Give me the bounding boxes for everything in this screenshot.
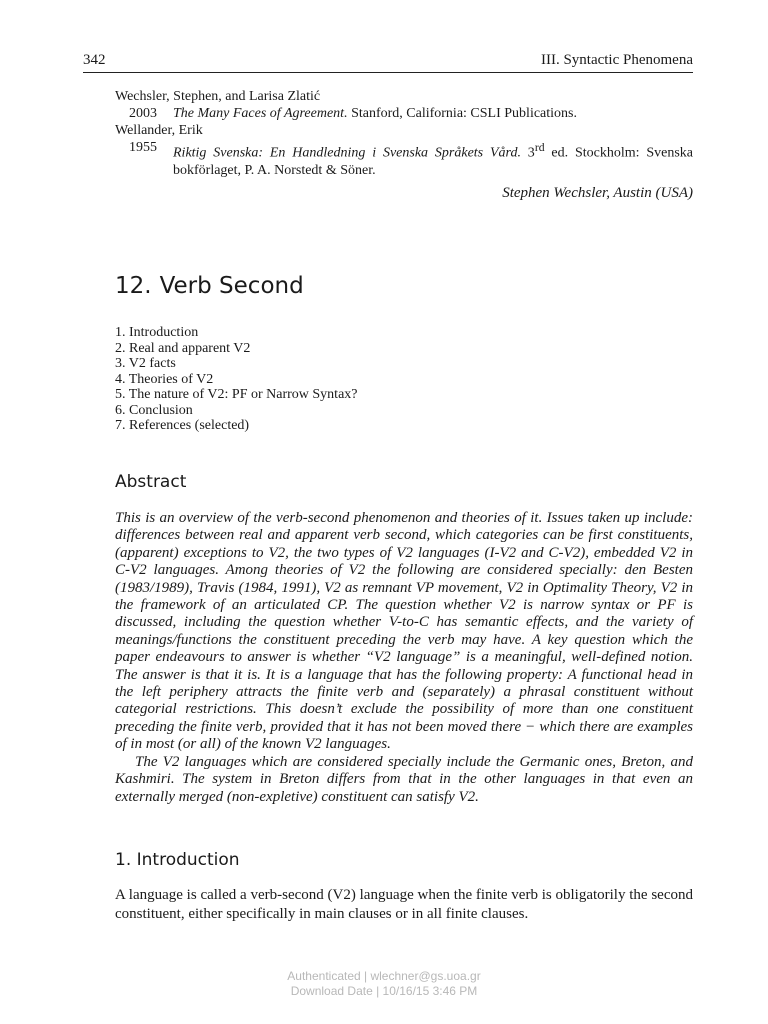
reference-publisher: ed. Stockholm: Svenska bokförlaget, P. A. Norstedt & Söner. (173, 145, 694, 178)
abstract-body (115, 510, 693, 806)
toc-item: 4. Theories of V2 (115, 371, 214, 387)
section-title: III. Syntactic Phenomena (540, 52, 693, 68)
abstract-heading: Abstract (115, 472, 187, 492)
toc-item: 6. Conclusion (115, 402, 193, 418)
toc-item: 1. Introduction (115, 325, 199, 340)
abstract-paragraph: The V2 languages which are considered specially include the Germanic ones, Breton, and Kashmiri. The system in Breton differs from that in the other languages in that even an externally merged (non-expletive) constituent can satisfy V2. (115, 753, 693, 805)
reference-year: 2003 (129, 106, 157, 121)
running-head (83, 52, 693, 73)
chapter-title (115, 273, 304, 299)
reference-title: Riktig Svenska: En Handledning i Svenska Språkets Vård. (173, 145, 521, 161)
table-of-contents (115, 325, 358, 434)
toc-item: 2. Real and apparent V2 (115, 340, 251, 356)
introduction-heading: 1. Introduction (115, 850, 240, 870)
reference-list (115, 88, 693, 179)
author-signature: Stephen Wechsler, Austin (USA) (502, 185, 693, 201)
introduction-paragraph: A language is called a verb-second (V2) language when the finite verb is obligatorily the second constituent, either specifically in main clauses or in all finite clauses. (115, 887, 693, 922)
reference-author: Wellander, Erik (115, 123, 203, 138)
toc-item: 3. V2 facts (115, 356, 176, 371)
chapter-name: Verb Second (159, 273, 304, 299)
watermark-authenticated: Authenticated | wlechner@gs.uoa.gr (287, 969, 481, 983)
reference-edition-suffix: rd (534, 141, 545, 154)
watermark-download-date: Download Date | 10/16/15 3:46 PM (290, 984, 478, 998)
toc-item: 5. The nature of V2: PF or Narrow Syntax? (115, 387, 358, 402)
reference-text (173, 105, 693, 122)
page-number: 342 (83, 52, 106, 68)
reference-text (173, 139, 693, 179)
chapter-number: 12. (115, 273, 152, 299)
reference-title: The Many Faces of Agreement. (173, 106, 348, 121)
reference-entry (115, 139, 693, 179)
abstract-paragraph: This is an overview of the verb-second phenomenon and theories of it. Issues taken up include: differences between real and apparent verb second, which categories can be first constituents, (apparent) exceptions to V2, the two types of V2 languages (I-V2 and C-V2), embedded V2 in C-V2 languages. Among theories of V2 the following are considered specially: den Besten (1983/1989), Travis (1984, 1991), V2 as remnant VP movement, V2 in Optimality Theory, V2 in the framework of an articulated CP. The question whether V2 is narrow syntax or PF is discussed, including the question whether V-to-C has semantic effects, and the variety of meanings/functions the constituent preceding the verb may have. A key question which the paper endeavours to answer is whether “V2 language” is a meaningful, well-defined notion. The answer is that it is. It is a language that has the following property: A functional head in the left periphery attracts the finite verb and (separately) a phrasal constituent without categorial restrictions. This doesn’t exclude the possibility of more than one constituent preceding the finite verb, provided that it has not been moved there − which there are examples of in most (or all) of the known V2 languages. (115, 510, 693, 753)
reference-publisher: Stanford, California: CSLI Publications. (347, 106, 577, 121)
reference-entry (115, 105, 693, 122)
reference-author: Wechsler, Stephen, and Larisa Zlatić (115, 89, 321, 104)
reference-edition: 3 (520, 145, 535, 161)
toc-item: 7. References (selected) (115, 418, 250, 433)
reference-year: 1955 (129, 140, 157, 155)
